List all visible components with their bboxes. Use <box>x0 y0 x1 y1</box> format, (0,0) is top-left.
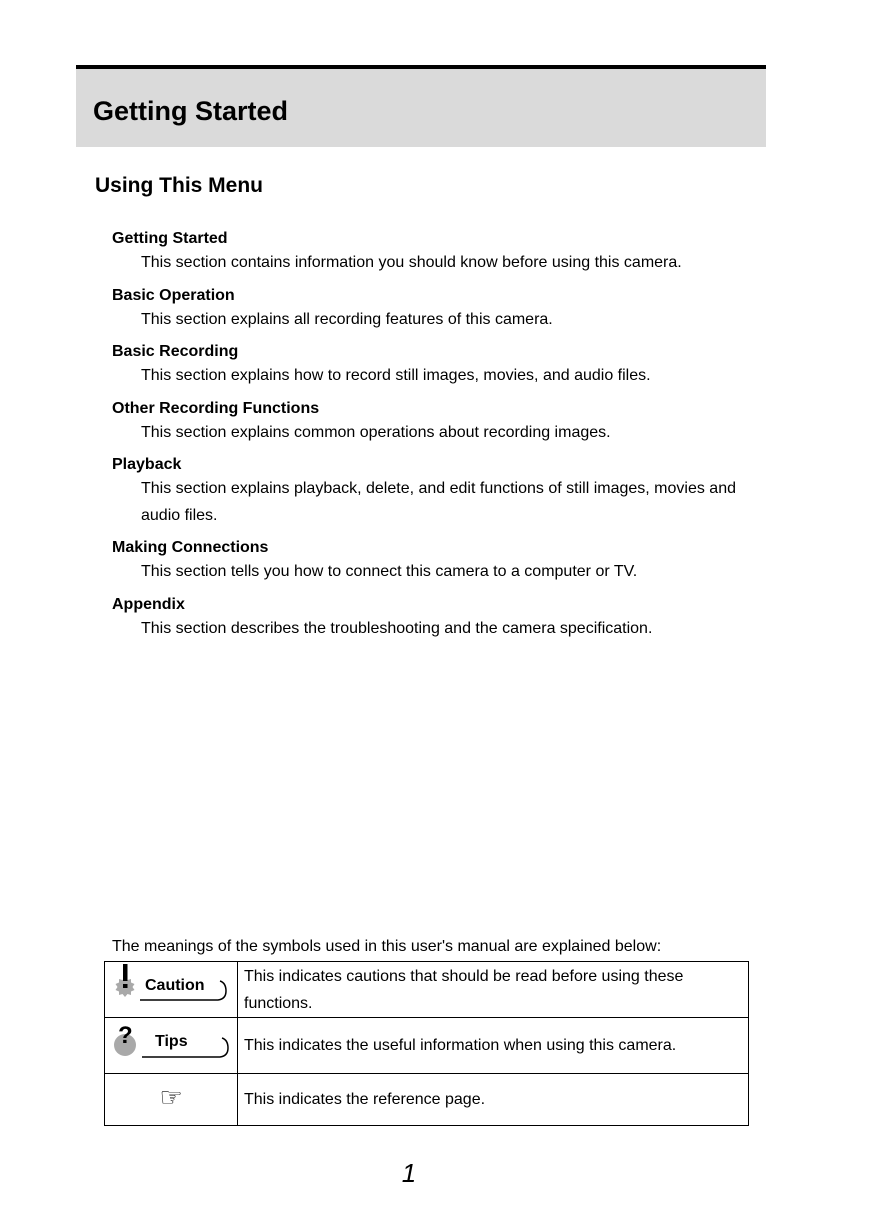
menu-item-description: This section explains playback, delete, and edit functions of still images, movies and audio files. <box>141 480 736 524</box>
page-number: 1 <box>401 1158 417 1188</box>
table-row <box>105 962 749 1018</box>
svg-text:?: ? <box>118 1022 133 1049</box>
symbol-description: This indicates the reference page. <box>238 1074 749 1126</box>
symbols-intro: The meanings of the symbols used in this user's manual are explained below: <box>112 938 662 955</box>
menu-item-other-recording-functions <box>112 398 772 447</box>
caution-icon <box>109 962 233 1008</box>
menu-item-heading: Appendix <box>112 595 185 613</box>
menu-item-description: This section explains common operations about recording images. <box>141 423 611 441</box>
table-row <box>105 1074 749 1126</box>
menu-item-basic-operation <box>112 285 772 334</box>
menu-item-appendix <box>112 594 772 643</box>
symbol-description: This indicates the useful information when using this camera. <box>238 1018 749 1074</box>
menu-item-description: This section explains all recording features of this camera. <box>141 310 553 328</box>
menu-item-description: This section explains how to record still images, movies, and audio files. <box>141 367 651 384</box>
menu-item-heading: Playback <box>112 456 182 473</box>
menu-item-description: This section tells you how to connect this camera to a computer or TV. <box>141 563 638 580</box>
menu-item-basic-recording <box>112 341 772 390</box>
caution-label: Caution <box>145 977 205 994</box>
menu-item-heading: Basic Recording <box>112 343 239 360</box>
symbol-cell <box>105 962 238 1018</box>
symbol-cell <box>105 1074 238 1126</box>
menu-item-playback <box>112 454 772 529</box>
menu-list <box>112 228 772 650</box>
section-title: Using This Menu <box>95 174 263 197</box>
tips-label: Tips <box>155 1033 188 1050</box>
chapter-banner <box>76 65 766 147</box>
symbol-cell <box>105 1018 238 1074</box>
menu-item-description: This section describes the troubleshooting and the camera specification. <box>141 619 653 637</box>
menu-item-heading: Basic Operation <box>112 286 235 304</box>
menu-item-heading: Getting Started <box>112 230 228 247</box>
pointing-hand-icon: ☞ <box>159 1083 183 1113</box>
menu-item-making-connections <box>112 537 772 586</box>
chapter-title: Getting Started <box>93 96 289 126</box>
table-row <box>105 1018 749 1074</box>
symbol-description: This indicates cautions that should be read before using these functions. <box>238 962 749 1018</box>
menu-item-getting-started <box>112 228 772 277</box>
tips-icon <box>109 1018 233 1064</box>
menu-item-heading: Making Connections <box>112 539 269 556</box>
menu-item-description: This section contains information you should know before using this camera. <box>141 254 682 271</box>
menu-item-heading: Other Recording Functions <box>112 399 320 417</box>
symbols-table <box>104 961 749 1126</box>
